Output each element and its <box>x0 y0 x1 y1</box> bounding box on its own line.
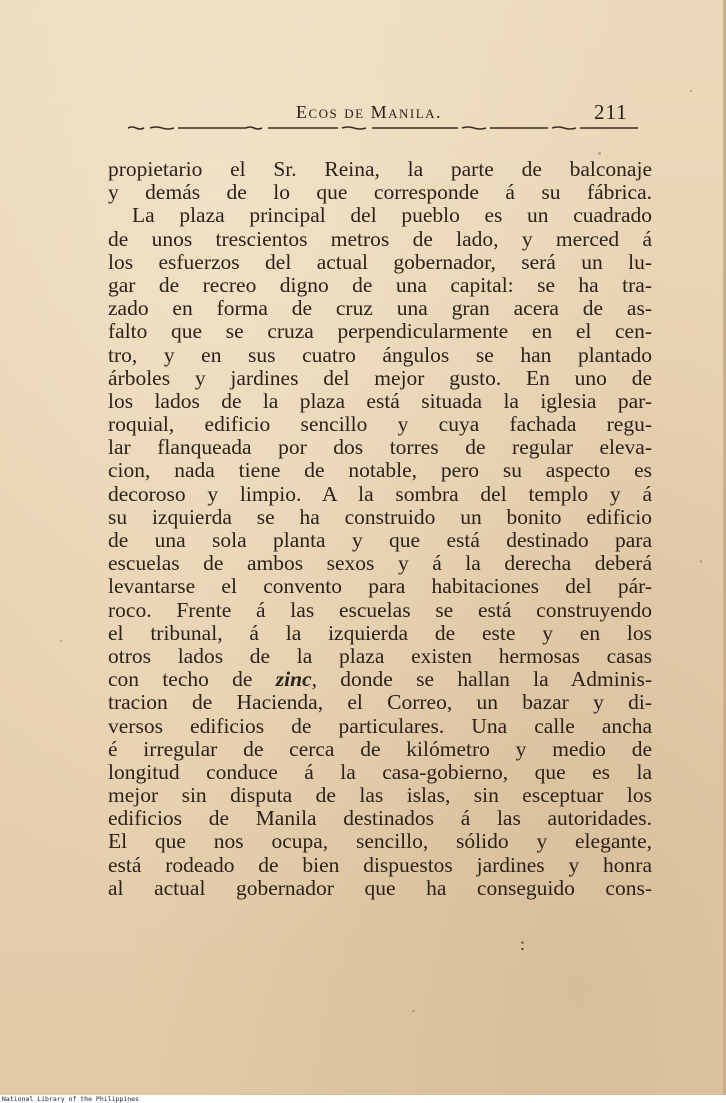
text-line: edificios de Manila destinados á las autoridades. <box>108 806 652 831</box>
text-line: el tribunal, á la izquierda de este y en los <box>108 620 652 645</box>
text-line: su izquierda se ha construido un bonito edificio <box>108 504 652 529</box>
text-line: versos edificios de particulares. Una calle ancha <box>108 713 652 738</box>
text-line: está rodeado de bien dispuestos jardines y honra <box>108 852 652 877</box>
text-segment: con techo de <box>108 667 276 692</box>
text-line: é irregular de cerca de kilómetro y medio de <box>108 736 652 761</box>
running-head: Ecos de Manila. <box>296 102 443 122</box>
text-line: longitud conduce á la casa-gobierno, que es la <box>108 759 652 784</box>
continuation-mark: : <box>520 934 526 954</box>
paper-speck <box>60 640 62 642</box>
text-line: gar de recreo digno de una capital: se ha tra- <box>108 272 652 297</box>
text-line: zado en forma de cruz una gran acera de as- <box>108 296 652 321</box>
text-line: propietario el Sr. Reina, la parte de balconaje <box>108 157 652 181</box>
text-line: El que nos ocupa, sencillo, sólido y elegante, <box>108 829 652 854</box>
paper-speck <box>690 90 692 92</box>
text-line: de una sola planta y que está destinado para <box>108 528 652 552</box>
text-line: los lados de la plaza está situada la iglesia par- <box>108 388 652 413</box>
text-line-with-italic <box>108 668 652 691</box>
paper-speck <box>598 152 601 155</box>
paragraph-start-line: La plaza principal del pueblo es un cuadrado <box>132 203 652 228</box>
text-line: y demás de lo que corresponde á su fábrica. <box>108 180 652 205</box>
text-line: mejor sin disputa de las islas, sin esceptuar los <box>108 783 652 808</box>
text-line: tracion de Hacienda, el Correo, un bazar y di- <box>108 690 652 715</box>
text-segment: , donde se hallan la Adminis- <box>311 667 652 692</box>
text-line: falto que se cruza perpendicularmente en el cen- <box>108 319 652 344</box>
text-line: decoroso y limpio. A la sombra del templo y á <box>108 481 652 506</box>
text-line: cion, nada tiene de notable, pero su aspecto es <box>108 458 652 483</box>
text-line: levantarse el convento para habitaciones del pár- <box>108 574 652 599</box>
text-line: árboles y jardines del mejor gusto. En uno de <box>108 365 652 390</box>
page-number: 211 <box>594 100 628 124</box>
text-line: escuelas de ambos sexos y á la derecha deberá <box>108 551 652 576</box>
text-line: al actual gobernador que ha conseguido cons- <box>108 875 652 900</box>
text-line: de unos trescientos metros de lado, y merced á <box>108 226 652 251</box>
paper-speck <box>412 1010 415 1012</box>
text-line: roco. Frente á las escuelas se está construyendo <box>108 597 652 622</box>
library-credit: National Library of the Philippines <box>2 1095 139 1103</box>
text-line: roquial, edificio sencillo y cuya fachada regu- <box>108 412 652 437</box>
text-line: tro, y en sus cuatro ángulos se han plantado <box>108 342 652 367</box>
text-line: los esfuerzos del actual gobernador, será un lu- <box>108 249 652 274</box>
text-line: otros lados de la plaza existen hermosas casas <box>108 643 652 668</box>
paper-speck <box>700 560 702 563</box>
italic-word: zinc <box>275 667 312 692</box>
header-rule <box>128 125 638 131</box>
body-text <box>108 158 652 900</box>
text-line: lar flanqueada por dos torres de regular eleva- <box>108 435 652 460</box>
